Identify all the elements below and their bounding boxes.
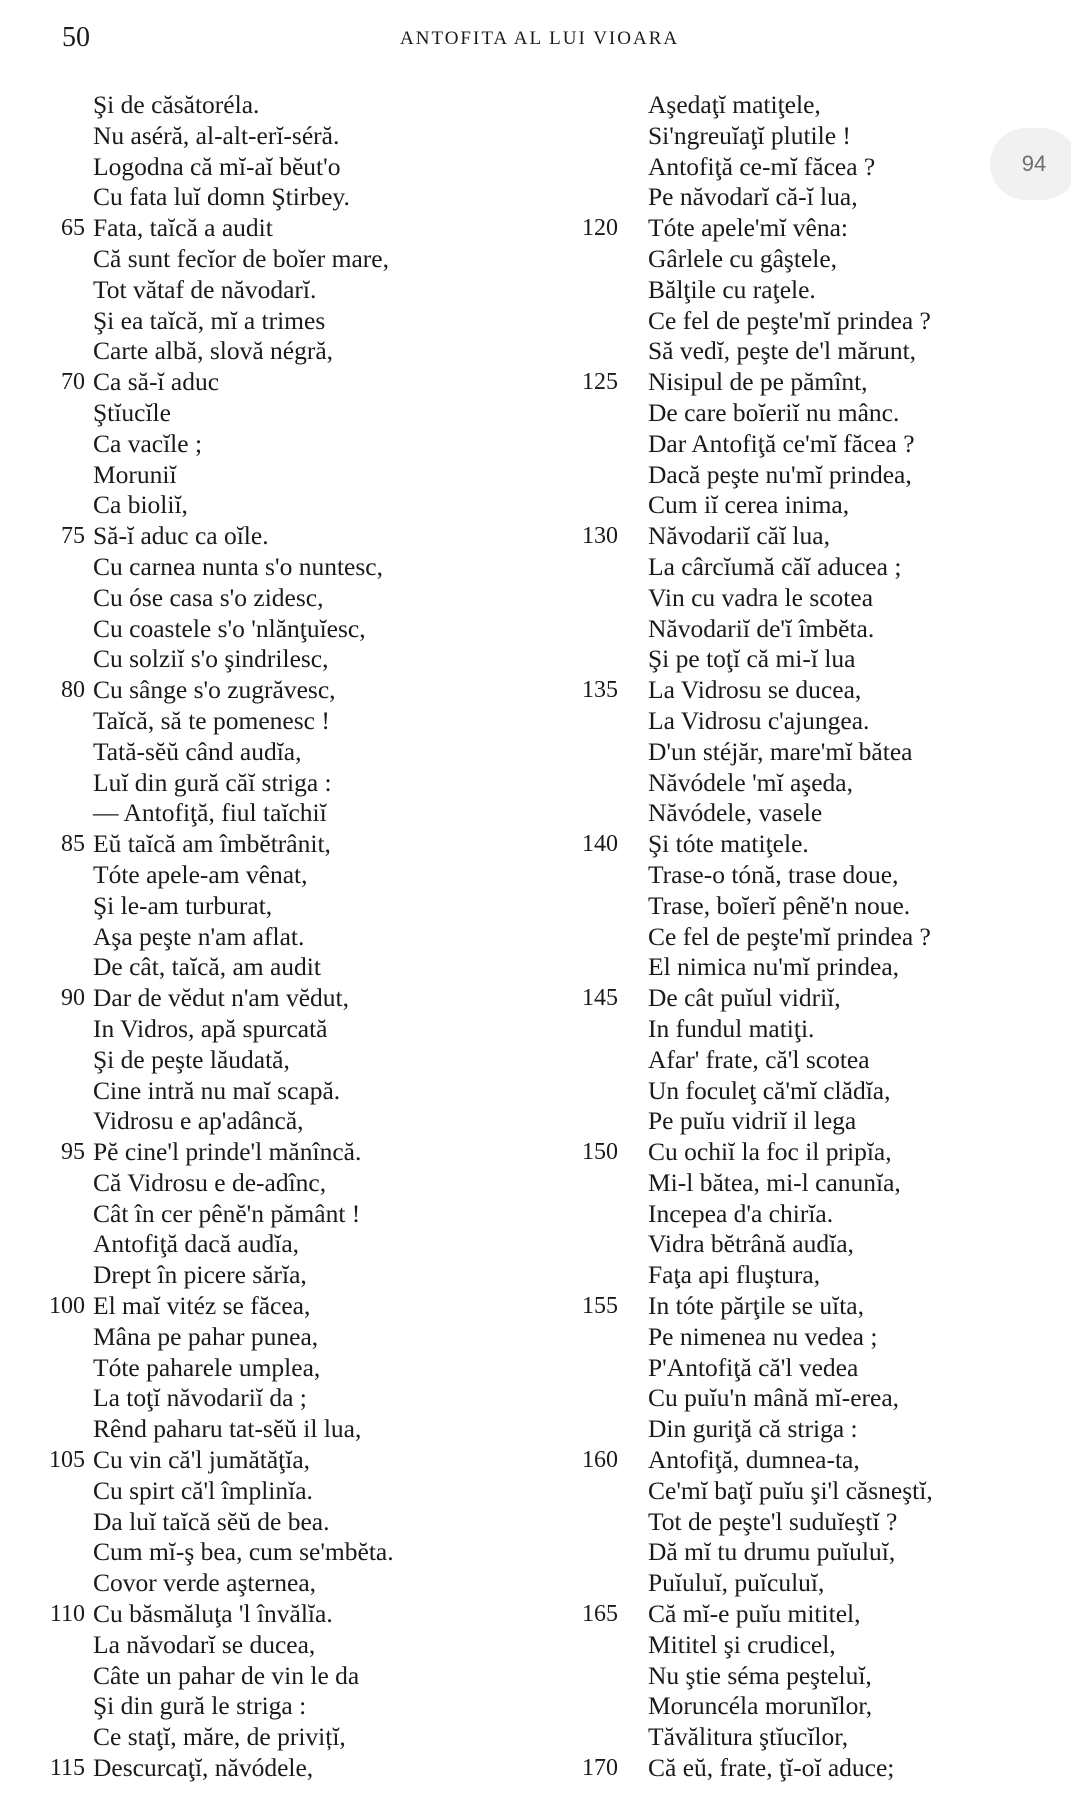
verse-text: Tóte apele'mĭ vêna: [648,213,849,243]
verse-line [35,244,505,275]
line-number: 105 [49,1447,85,1474]
verse-line [568,1599,1068,1630]
verse-text: Drept în picere sărĭa, [93,1260,307,1290]
verse-line [35,1599,505,1630]
verse-line [35,429,505,460]
verse-line [35,1168,505,1199]
verse-line [35,1753,505,1784]
verse-line [568,1353,1068,1384]
verse-line [35,152,505,183]
verse-line [568,952,1068,983]
verse-line [568,706,1068,737]
verse-text: Tot vătaf de năvodarĭ. [93,274,317,304]
verse-text: Că Vidrosu e de-adînc, [93,1167,327,1197]
verse-line [568,490,1068,521]
verse-line [568,1753,1068,1784]
line-number: 140 [582,831,618,858]
verse-line [35,398,505,429]
verse-text: Mi-l bătea, mi-l canunĭa, [648,1167,901,1197]
verse-text: D'un stéjăr, mare'mĭ bătea [648,736,913,766]
verse-text: Moruncéla morunĭlor, [648,1691,873,1721]
verse-text: Cine intră nu maĭ scapă. [93,1075,341,1105]
line-number: 65 [61,215,85,242]
verse-text: Trase, boĭerĭ pênĕ'n noue. [648,890,911,920]
verse-text: Şi pe toţĭ că mi-ĭ lua [648,644,856,674]
verse-line [568,1476,1068,1507]
line-number: 150 [582,1139,618,1166]
verse-text: Descurcaţĭ, năvódele, [93,1753,314,1783]
verse-text: De care boĭeriĭ nu mânc. [648,397,900,427]
verse-text: Bălţile cu raţele. [648,274,816,304]
verse-text: Cum mĭ-ş bea, cum se'mbĕta. [93,1537,394,1567]
verse-text: Trase-o tónă, trase doue, [648,859,899,889]
verse-text: Puĭuluĭ, puĭculuĭ, [648,1568,825,1598]
verse-text: Că eŭ, frate, ţĭ-oĭ aduce; [648,1753,895,1783]
line-number: 100 [49,1293,85,1320]
verse-line [568,644,1068,675]
verse-line [568,737,1068,768]
verse-line [35,1630,505,1661]
verse-line [35,891,505,922]
verse-line [568,1137,1068,1168]
verse-text: Şi tóte matiţele. [648,829,809,859]
verse-text: Ce fel de peşte'mĭ prindea ? [648,305,931,335]
verse-line [35,706,505,737]
verse-line [35,336,505,367]
verse-text: Da luĭ taĭcă sĕŭ de bea. [93,1506,330,1536]
line-number: 75 [61,523,85,550]
verse-text: La cârcĭumă căĭ aducea ; [648,551,902,581]
verse-text: Un foculeţ că'mĭ clădĭa, [648,1075,891,1105]
verse-line [568,1445,1068,1476]
verse-line [568,583,1068,614]
verse-text: Gârlele cu gâştele, [648,243,838,273]
verse-text: Afar' frate, că'l scotea [648,1044,870,1074]
verse-line [568,1414,1068,1445]
verse-text: Vidrosu e ap'adâncă, [93,1106,304,1136]
verse-text: Cât în cer pênĕ'n pământ ! [93,1198,361,1228]
verse-text: Vidra bĕtrână audĭa, [648,1229,854,1259]
verse-text: Luĭ din gură căĭ striga : [93,767,332,797]
verse-line [35,1383,505,1414]
verse-line [35,1291,505,1322]
verse-line [35,90,505,121]
verse-line [35,1137,505,1168]
verse-text: Dacă peşte nu'mĭ prindea, [648,459,912,489]
verse-text: Dar Antofiţă ce'mĭ făcea ? [648,428,915,458]
verse-text: Cu puĭu'n mână mĭ-erea, [648,1383,900,1413]
verse-line [568,367,1068,398]
verse-text: Şi din gură le striga : [93,1691,307,1721]
verse-line [568,1229,1068,1260]
line-number: 130 [582,523,618,550]
verse-line [35,521,505,552]
verse-line [35,1014,505,1045]
verse-line [568,1661,1068,1692]
verse-line [568,798,1068,829]
verse-line [568,552,1068,583]
verse-line [568,1507,1068,1538]
verse-text: Tată-sĕŭ când audĭa, [93,736,302,766]
verse-text: De cât puĭul vidriĭ, [648,983,841,1013]
verse-line [35,306,505,337]
verse-text: Tóte paharele umplea, [93,1352,321,1382]
page-header [0,22,1071,62]
verse-line [568,1168,1068,1199]
verse-line [568,460,1068,491]
verse-text: Năvodariĭ de'ĭ îmbĕta. [648,613,875,643]
verse-text: Ce staţĭ, măre, de privițĭ, [93,1722,346,1752]
verse-line [568,121,1068,152]
verse-line [35,1260,505,1291]
verse-line [35,1445,505,1476]
verse-line [568,152,1068,183]
line-number: 170 [582,1755,618,1782]
verse-line [568,891,1068,922]
verse-text: Antofiţă ce-mĭ făcea ? [648,151,876,181]
verse-line [568,1322,1068,1353]
verse-text: In fundul matiţi. [648,1013,815,1043]
verse-text: Si'ngreuĭaţĭ plutile ! [648,120,851,150]
verse-line [568,398,1068,429]
verse-line [568,1045,1068,1076]
verse-text: Câte un pahar de vin le da [93,1660,360,1690]
verse-text: Aşedaţĭ matiţele, [648,90,821,119]
verse-text: Năvódele, vasele [648,798,823,828]
verse-text: Cu óse casa s'o zidesc, [93,582,324,612]
verse-text: Şi ea taĭcă, mĭ a trimes [93,305,326,335]
verse-text: P'Antofiţă că'l vedea [648,1352,859,1382]
line-number: 95 [61,1139,85,1166]
verse-text: Taĭcă, să te pomenesc ! [93,705,330,735]
verse-text: Moruniĭ [93,459,177,489]
verse-text: Ştĭucĭle [93,397,171,427]
verse-line [35,1414,505,1445]
verse-line [35,367,505,398]
verse-text: La Vidrosu se ducea, [648,675,862,705]
verse-line [568,983,1068,1014]
verse-text: La Vidrosu c'ajungea. [648,705,870,735]
verse-text: Cu coastele s'o 'nlănţuĭesc, [93,613,366,643]
verse-line [568,521,1068,552]
verse-line [568,768,1068,799]
running-title: ANTOFITA AL LUI VIOARA [400,28,680,49]
verse-text: Ca bioliĭ, [93,490,188,520]
line-number: 80 [61,677,85,704]
verse-line [35,737,505,768]
verse-text: Rênd paharu tat-sĕŭ il lua, [93,1414,362,1444]
verse-line [35,121,505,152]
verse-line [35,213,505,244]
verse-line [35,182,505,213]
verse-line [35,552,505,583]
verse-text: Să-ĭ aduc ca oĭle. [93,521,269,551]
verse-line [568,1106,1068,1137]
verse-text: Şi de căsătoréla. [93,90,260,119]
verse-line [35,1722,505,1753]
verse-line [35,1661,505,1692]
line-number: 120 [582,215,618,242]
verse-text: Eŭ taĭcă am îmbĕtrânit, [93,829,331,859]
verse-text: Cu ochiĭ la foc il pripĭa, [648,1137,892,1167]
page-number: 50 [62,22,90,53]
verse-line [35,490,505,521]
verse-line [35,1537,505,1568]
verse-text: Carte albă, slovă négră, [93,336,334,366]
verse-text: Că sunt fecĭor de boĭer mare, [93,243,389,273]
verse-line [568,614,1068,645]
verse-text: Nu aséră, al-alt-erĭ-séră. [93,120,340,150]
verse-text: Covor verde aşternea, [93,1568,317,1598]
verse-text: Ca vacĭle ; [93,428,203,458]
page-index-badge[interactable]: 94 [990,128,1071,200]
right-column [568,90,1068,1784]
verse-text: Mâna pe pahar punea, [93,1321,319,1351]
line-number: 145 [582,985,618,1012]
verse-line [35,1045,505,1076]
verse-line [568,1291,1068,1322]
line-number: 135 [582,677,618,704]
verse-text: Faţa api fluştura, [648,1260,821,1290]
verse-line [568,1076,1068,1107]
verse-text: Cum iĭ cerea inima, [648,490,850,520]
verse-text: Ce'mĭ baţĭ puĭu şi'l căsneştĭ, [648,1475,933,1505]
verse-text: Pĕ cine'l prinde'l mănîncă. [93,1137,362,1167]
verse-line [35,1476,505,1507]
verse-text: Năvódele 'mĭ aşeda, [648,767,853,797]
verse-text: Cu fata luĭ domn Ştirbey. [93,182,350,212]
verse-line [35,768,505,799]
verse-text: Nisipul de pe pămînt, [648,367,868,397]
verse-line [35,460,505,491]
verse-text: Antofiţă, dumnea-ta, [648,1445,860,1475]
verse-text: Cu solziĭ s'o şindrilesc, [93,644,329,674]
verse-text: Ca să-ĭ aduc [93,367,220,397]
verse-text: In Vidros, apă spurcată [93,1013,328,1043]
verse-text: El maĭ vitéz se făcea, [93,1291,311,1321]
verse-text: La toţĭ năvodariĭ da ; [93,1383,307,1413]
verse-text: La năvodarĭ se ducea, [93,1629,316,1659]
verse-line [35,860,505,891]
verse-line [568,306,1068,337]
verse-text: Să vedĭ, peşte de'l mărunt, [648,336,917,366]
verse-text: Incepea d'a chirĭa. [648,1198,834,1228]
verse-text: Ce fel de peşte'mĭ prindea ? [648,921,931,951]
verse-text: Dar de vĕdut n'am vĕdut, [93,983,349,1013]
verse-text: Cu carnea nunta s'o nuntesc, [93,551,383,581]
verse-text: Năvodariĭ căĭ lua, [648,521,830,551]
verse-text: Şi de peşte lăudată, [93,1044,290,1074]
verse-line [568,1260,1068,1291]
verse-text: Fata, taĭcă a audit [93,213,273,243]
line-number: 70 [61,369,85,396]
verse-text: Dă mĭ tu drumu puĭuluĭ, [648,1537,896,1567]
line-number: 165 [582,1601,618,1628]
verse-line [568,1722,1068,1753]
verse-line [568,1630,1068,1661]
line-number: 85 [61,831,85,858]
verse-line [35,614,505,645]
verse-text: Tăvălitura ştĭucĭlor, [648,1722,849,1752]
verse-line [35,583,505,614]
line-number: 155 [582,1293,618,1320]
verse-line [35,644,505,675]
verse-text: Antofiţă dacă audĭa, [93,1229,300,1259]
verse-line [35,1106,505,1137]
line-number: 125 [582,369,618,396]
verse-line [568,922,1068,953]
verse-text: — Antofiţă, fiul taĭchiĭ [93,798,327,828]
left-column [35,90,505,1784]
verse-line [35,1076,505,1107]
verse-line [568,429,1068,460]
verse-text: Cu băsmăluţa 'l învălĭa. [93,1599,333,1629]
verse-line [35,983,505,1014]
verse-line [568,275,1068,306]
verse-line [35,798,505,829]
verse-line [568,1383,1068,1414]
verse-text: Mititel şi crudicel, [648,1629,836,1659]
verse-line [568,675,1068,706]
verse-text: De cât, taĭcă, am audit [93,952,321,982]
verse-line [35,1691,505,1722]
verse-line [568,213,1068,244]
verse-line [568,829,1068,860]
verse-text: Nu ştie séma peşteluĭ, [648,1660,872,1690]
line-number: 115 [49,1755,85,1782]
verse-line [35,829,505,860]
verse-text: In tóte părţile se uĭta, [648,1291,864,1321]
verse-text: Vin cu vadra le scotea [648,582,874,612]
verse-line [568,244,1068,275]
verse-text: Din guriţă că striga : [648,1414,858,1444]
verse-line [568,90,1068,121]
verse-line [568,1014,1068,1045]
verse-text: Şi le-am turburat, [93,890,273,920]
verse-text: Cu sânge s'o zugrăvesc, [93,675,336,705]
verse-line [35,1199,505,1230]
verse-text: Aşa peşte n'am aflat. [93,921,305,951]
verse-text: Că mĭ-e puĭu mititel, [648,1599,861,1629]
verse-line [568,182,1068,213]
verse-text: Pe năvodarĭ că-ĭ lua, [648,182,858,212]
verse-line [35,922,505,953]
verse-line [35,1568,505,1599]
verse-text: Tóte apele-am vênat, [93,859,308,889]
verse-text: Logodna că mĭ-aĭ bĕut'o [93,151,341,181]
verse-line [35,1353,505,1384]
verse-line [35,1229,505,1260]
verse-text: Cu spirt că'l împlinĭa. [93,1475,313,1505]
verse-text: El nimica nu'mĭ prindea, [648,952,900,982]
verse-line [35,275,505,306]
line-number: 110 [49,1601,85,1628]
verse-text: Pe puĭu vidriĭ il lega [648,1106,857,1136]
verse-line [568,1537,1068,1568]
line-number: 90 [61,985,85,1012]
verse-line [568,1199,1068,1230]
verse-text: Cu vin că'l jumătăţĭa, [93,1445,311,1475]
verse-line [35,1507,505,1538]
line-number: 160 [582,1447,618,1474]
verse-line [35,675,505,706]
verse-line [35,1322,505,1353]
verse-text: Tot de peşte'l suduĭeştĭ ? [648,1506,898,1536]
verse-line [568,1568,1068,1599]
verse-line [568,860,1068,891]
verse-line [35,952,505,983]
verse-text: Pe nimenea nu vedea ; [648,1321,878,1351]
verse-line [568,1691,1068,1722]
verse-line [568,336,1068,367]
